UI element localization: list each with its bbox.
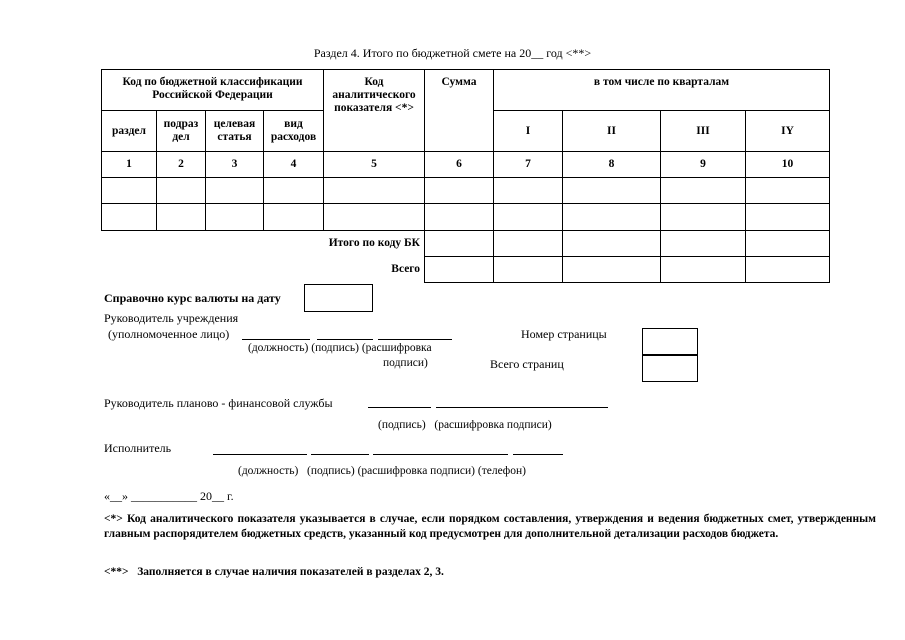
table-cell[interactable] bbox=[102, 204, 157, 231]
head-subtitle: (уполномоченное лицо) bbox=[108, 327, 230, 341]
header-quarters: в том числе по кварталам bbox=[494, 70, 830, 111]
total-kbk-label: Итого по коду БК bbox=[328, 237, 420, 250]
header-quarter-1: I bbox=[494, 111, 563, 152]
table-cell[interactable] bbox=[206, 178, 264, 204]
header-podrazdel: подраз дел bbox=[157, 111, 206, 152]
header-celevaya-statya: целевая статья bbox=[206, 111, 264, 152]
table-cell[interactable] bbox=[563, 204, 661, 231]
header-quarter-2: II bbox=[563, 111, 661, 152]
column-number: 3 bbox=[206, 152, 264, 178]
header-vid-raskhodov: вид расходов bbox=[264, 111, 324, 152]
total-pages-box[interactable] bbox=[642, 354, 698, 382]
table-cell[interactable] bbox=[157, 178, 206, 204]
finance-decoding-line[interactable] bbox=[436, 407, 608, 408]
head-caption: (должность) (подпись) (расшифровка bbox=[248, 342, 432, 354]
total-cell[interactable] bbox=[661, 257, 746, 283]
column-number: 1 bbox=[102, 152, 157, 178]
footnote-sections: <**> Заполняется в случае наличия показателей в разделах 2, 3. bbox=[104, 566, 444, 578]
total-kbk-cell[interactable] bbox=[425, 231, 494, 257]
table-row bbox=[102, 178, 830, 204]
header-analytic-code: Код аналитического показателя <*> bbox=[324, 70, 425, 152]
page-number-box[interactable] bbox=[642, 328, 698, 356]
total-row bbox=[102, 257, 830, 283]
total-pages-label: Всего страниц bbox=[490, 357, 564, 371]
table-cell[interactable] bbox=[563, 178, 661, 204]
total-cell[interactable] bbox=[746, 257, 830, 283]
column-numbers-row bbox=[102, 152, 830, 178]
header-quarter-4: IY bbox=[746, 111, 830, 152]
head-decoding-line[interactable] bbox=[378, 339, 452, 340]
table-cell[interactable] bbox=[494, 178, 563, 204]
header-razdel: раздел bbox=[102, 111, 157, 152]
table-cell[interactable] bbox=[746, 178, 830, 204]
total-cell[interactable] bbox=[494, 257, 563, 283]
table-cell[interactable] bbox=[661, 204, 746, 231]
executor-caption: (должность) (подпись) (расшифровка подписи) (телефон) bbox=[238, 465, 526, 477]
table-cell[interactable] bbox=[425, 178, 494, 204]
table-cell[interactable] bbox=[157, 204, 206, 231]
table-cell[interactable] bbox=[324, 204, 425, 231]
head-position-line[interactable] bbox=[242, 339, 310, 340]
table-cell[interactable] bbox=[425, 204, 494, 231]
column-number: 10 bbox=[746, 152, 830, 178]
column-number: 6 bbox=[425, 152, 494, 178]
head-caption-2: подписи) bbox=[383, 357, 428, 369]
column-number: 7 bbox=[494, 152, 563, 178]
header-quarter-3: III bbox=[661, 111, 746, 152]
table-cell[interactable] bbox=[494, 204, 563, 231]
total-cell[interactable] bbox=[563, 257, 661, 283]
finance-head-label: Руководитель планово - финансовой службы bbox=[104, 396, 333, 410]
footnote-analytic-code: <*> Код аналитического показателя указывается в случае, если порядком составления, утверждения и ведения бюджетных смет, утвержденным главным распорядителем бюджетных средств, указанный код предусмотрен для дополнительной детализации расходов бюджета. bbox=[104, 513, 876, 540]
table-cell[interactable] bbox=[206, 204, 264, 231]
total-kbk-cell[interactable] bbox=[494, 231, 563, 257]
table-cell[interactable] bbox=[324, 178, 425, 204]
executor-phone-line[interactable] bbox=[513, 454, 563, 455]
date-line: «__» ___________ 20__ г. bbox=[104, 489, 234, 503]
table-cell[interactable] bbox=[264, 178, 324, 204]
section-title: Раздел 4. Итого по бюджетной смете на 20__ год <**> bbox=[313, 46, 592, 60]
column-number: 5 bbox=[324, 152, 425, 178]
executor-signature-line[interactable] bbox=[311, 454, 369, 455]
executor-label: Исполнитель bbox=[104, 441, 172, 455]
table-cell[interactable] bbox=[102, 178, 157, 204]
column-number: 9 bbox=[661, 152, 746, 178]
finance-signature-line[interactable] bbox=[368, 407, 431, 408]
currency-rate-label: Справочно курс валюты на дату bbox=[104, 291, 281, 305]
budget-table bbox=[101, 69, 830, 283]
total-cell[interactable] bbox=[425, 257, 494, 283]
table-cell[interactable] bbox=[661, 178, 746, 204]
header-sum: Сумма bbox=[425, 70, 494, 152]
head-signature-line[interactable] bbox=[317, 339, 373, 340]
table-row bbox=[102, 204, 830, 231]
header-kbk: Код по бюджетной классификации Российской Федерации bbox=[102, 70, 324, 111]
total-kbk-cell[interactable] bbox=[563, 231, 661, 257]
total-kbk-row bbox=[102, 231, 830, 257]
executor-decoding-line[interactable] bbox=[373, 454, 508, 455]
table-cell[interactable] bbox=[264, 204, 324, 231]
column-number: 2 bbox=[157, 152, 206, 178]
total-label: Всего bbox=[391, 263, 420, 275]
total-kbk-cell[interactable] bbox=[661, 231, 746, 257]
total-kbk-cell[interactable] bbox=[746, 231, 830, 257]
finance-caption: (подпись) (расшифровка подписи) bbox=[378, 419, 552, 431]
executor-position-line[interactable] bbox=[213, 454, 307, 455]
column-number: 4 bbox=[264, 152, 324, 178]
table-cell[interactable] bbox=[746, 204, 830, 231]
page-number-label: Номер страницы bbox=[521, 327, 607, 341]
column-number: 8 bbox=[563, 152, 661, 178]
currency-rate-box[interactable] bbox=[304, 284, 373, 312]
head-title: Руководитель учреждения bbox=[104, 311, 239, 325]
